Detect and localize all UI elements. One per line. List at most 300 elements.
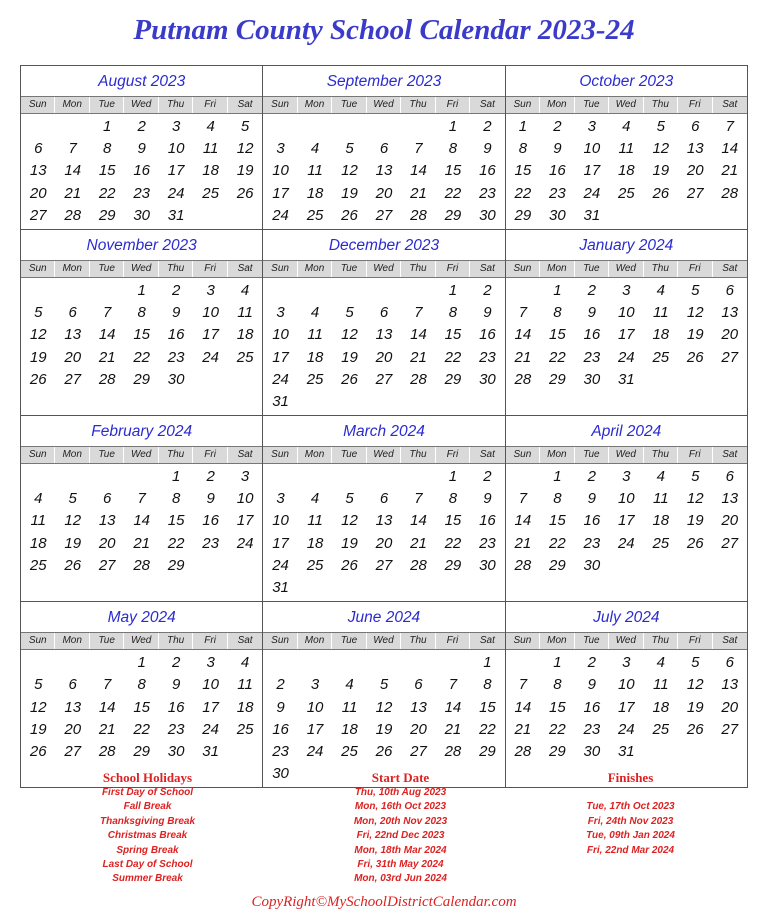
day-cell: 1: [103, 118, 112, 135]
day-cell: 9: [483, 304, 492, 322]
day-cell: 11: [341, 698, 358, 716]
day-cell: 14: [444, 698, 462, 716]
weekday-header: [506, 446, 747, 464]
weekday-label: Tue: [332, 447, 366, 463]
day-cell: 25: [202, 184, 219, 202]
weekday-label: Sun: [506, 261, 540, 277]
empty-cell: [678, 205, 712, 227]
day-cell: 7: [414, 304, 423, 322]
day-cell: 16: [549, 162, 566, 180]
day-cell: 27: [375, 206, 393, 224]
start-date-item: Fri, 22nd Dec 2023: [356, 830, 445, 842]
empty-cell: [506, 280, 540, 302]
weekday-label: Sat: [479, 635, 495, 647]
day-cell: 25: [236, 720, 254, 738]
day-cell: 14: [410, 162, 427, 180]
day-cell: 14: [514, 512, 532, 530]
day-cell: 5: [656, 118, 665, 135]
day-cell: 13: [375, 512, 393, 530]
day-cell: 27: [98, 556, 116, 574]
month-calendar: [263, 66, 505, 230]
weekday-label: Tue: [90, 261, 124, 277]
day-cell: 17: [167, 162, 185, 180]
day-cell: 15: [549, 698, 566, 716]
weekday-label: Wed: [367, 261, 401, 277]
day-cell: 17: [236, 512, 254, 530]
empty-cell: [55, 652, 89, 674]
weekday-label: Sun: [21, 633, 55, 649]
day-cell: 13: [375, 162, 393, 180]
day-cell: 15: [444, 162, 462, 180]
empty-cell: [575, 391, 609, 413]
day-cell: 26: [341, 556, 358, 574]
finish-item: [523, 858, 738, 872]
day-cell: 21: [410, 348, 427, 366]
day-cell: 3: [622, 468, 631, 486]
day-cell: 30: [583, 370, 601, 388]
weekday-header: [263, 632, 504, 650]
day-cell: 29: [549, 370, 566, 388]
empty-cell: [506, 391, 540, 413]
empty-cell: [713, 391, 747, 413]
weekday-label: Fri: [678, 261, 712, 277]
weekday-header: [21, 632, 262, 650]
day-cell: 4: [310, 304, 320, 322]
day-cell: 23: [479, 184, 496, 202]
start-date-column: [293, 770, 508, 887]
empty-cell: [713, 555, 747, 577]
day-cell: 30: [549, 206, 566, 224]
day-grid: [21, 464, 262, 601]
day-cell: 12: [29, 326, 47, 344]
day-cell: 8: [448, 140, 458, 158]
day-cell: 17: [617, 512, 635, 530]
day-cell: 24: [236, 534, 254, 552]
weekday-label: Tue: [575, 261, 609, 277]
day-cell: 15: [444, 326, 462, 344]
day-cell: 30: [583, 556, 601, 574]
weekday-label: Wed: [124, 261, 158, 277]
empty-cell: [506, 577, 540, 599]
day-cell: 28: [410, 556, 427, 574]
start-date-item: Mon, 16th Oct 2023: [354, 801, 447, 813]
day-cell: 11: [618, 140, 635, 158]
day-cell: 12: [341, 512, 358, 530]
empty-cell: [436, 577, 470, 599]
day-cell: 8: [137, 304, 146, 322]
day-cell: 10: [617, 304, 635, 322]
month-name: July 2024: [593, 609, 660, 627]
day-cell: 14: [133, 512, 150, 530]
day-cell: 30: [479, 556, 496, 574]
day-cell: 10: [202, 304, 219, 322]
finish-item: [523, 872, 738, 886]
holiday-item: Fall Break: [123, 801, 172, 813]
day-cell: 20: [375, 348, 393, 366]
weekday-label: Thu: [159, 97, 193, 113]
day-cell: 22: [98, 184, 116, 202]
day-cell: 26: [652, 184, 670, 202]
day-cell: 8: [553, 490, 562, 508]
day-cell: 31: [272, 579, 289, 596]
day-cell: 24: [202, 720, 219, 738]
day-cell: 1: [137, 654, 146, 672]
day-cell: 24: [617, 534, 635, 552]
day-cell: 5: [345, 140, 354, 158]
day-cell: 13: [64, 326, 82, 344]
day-cell: 19: [236, 162, 254, 180]
day-cell: 20: [98, 534, 116, 552]
empty-cell: [540, 391, 574, 413]
empty-cell: [575, 577, 609, 599]
month-calendar: [263, 602, 505, 788]
day-cell: 25: [236, 348, 254, 366]
day-cell: 20: [375, 184, 393, 202]
month-calendar: [21, 230, 263, 416]
empty-cell: [644, 205, 678, 227]
day-cell: 29: [133, 370, 150, 388]
day-cell: 24: [583, 184, 601, 202]
day-cell: 26: [29, 742, 47, 760]
day-cell: 24: [202, 348, 219, 366]
day-cell: 22: [549, 348, 566, 366]
weekday-label: Wed: [124, 447, 158, 463]
weekday-header: [263, 96, 504, 114]
day-cell: 25: [29, 556, 47, 574]
day-cell: 14: [514, 698, 532, 716]
day-cell: 11: [653, 304, 669, 322]
day-cell: 20: [721, 326, 739, 344]
day-cell: 27: [686, 184, 704, 202]
day-cell: 3: [622, 654, 631, 672]
empty-cell: [21, 280, 55, 302]
weekday-label: Tue: [575, 633, 609, 649]
empty-cell: [55, 391, 89, 413]
day-cell: 29: [444, 206, 462, 224]
day-cell: 12: [236, 140, 254, 158]
day-cell: 30: [167, 742, 185, 760]
day-cell: 11: [653, 490, 669, 508]
weekday-label: Mon: [540, 97, 574, 113]
day-cell: 21: [444, 720, 462, 738]
day-cell: 11: [202, 140, 219, 158]
day-cell: 23: [167, 720, 185, 738]
day-cell: 25: [652, 720, 670, 738]
day-cell: 20: [64, 720, 82, 738]
day-cell: 26: [686, 720, 704, 738]
empty-cell: [678, 741, 712, 763]
weekday-label: Thu: [644, 97, 678, 113]
empty-cell: [193, 369, 227, 391]
weekday-label: Fri: [193, 261, 227, 277]
day-cell: 23: [479, 348, 496, 366]
day-cell: 15: [133, 326, 150, 344]
day-cell: 2: [587, 468, 596, 486]
day-cell: 15: [98, 162, 116, 180]
day-cell: 16: [583, 512, 601, 530]
weekday-label: Mon: [55, 633, 89, 649]
weekday-label: Wed: [609, 97, 643, 113]
day-cell: 18: [617, 162, 635, 180]
month-name: August 2023: [98, 73, 186, 90]
empty-cell: [332, 280, 366, 302]
day-cell: 13: [721, 304, 739, 322]
holiday-item: Summer Break: [112, 873, 183, 885]
day-cell: 10: [583, 140, 601, 158]
day-cell: 6: [34, 140, 43, 158]
month-name: January 2024: [579, 236, 674, 254]
empty-cell: [332, 652, 366, 674]
day-cell: 10: [617, 490, 635, 508]
day-cell: 11: [307, 326, 323, 344]
weekday-label: Sat: [237, 635, 253, 647]
day-cell: 19: [375, 720, 393, 738]
day-cell: 28: [410, 206, 427, 224]
day-grid: [21, 114, 262, 229]
day-cell: 26: [236, 184, 254, 202]
day-cell: 23: [549, 184, 566, 202]
day-cell: 26: [64, 556, 82, 574]
empty-cell: [401, 280, 435, 302]
month-name: November 2023: [86, 236, 197, 254]
weekday-label: Fri: [436, 447, 470, 463]
holiday-item: Last Day of School: [102, 858, 193, 870]
day-cell: 9: [206, 490, 215, 508]
empty-cell: [298, 116, 332, 138]
weekday-label: Fri: [193, 633, 227, 649]
day-cell: 14: [410, 512, 427, 530]
day-cell: 30: [583, 742, 601, 760]
weekday-label: Sat: [237, 262, 253, 274]
empty-cell: [228, 741, 262, 763]
empty-cell: [263, 116, 297, 138]
weekday-label: Thu: [401, 633, 435, 649]
weekday-header: [506, 96, 747, 114]
weekday-label: Mon: [55, 97, 89, 113]
day-cell: 1: [553, 654, 562, 672]
day-cell: 13: [29, 162, 47, 180]
weekday-label: Fri: [678, 97, 712, 113]
weekday-label: Tue: [332, 97, 366, 113]
day-cell: 11: [30, 512, 47, 530]
empty-cell: [540, 577, 574, 599]
start-date-item: Mon, 18th Mar 2024: [354, 844, 447, 856]
empty-cell: [436, 652, 470, 674]
empty-cell: [367, 466, 401, 488]
empty-cell: [713, 369, 747, 391]
day-cell: 26: [341, 206, 358, 224]
weekday-label: Tue: [575, 97, 609, 113]
day-cell: 2: [553, 118, 562, 135]
finish-item: Fri, 22nd Mar 2024: [586, 844, 675, 856]
empty-cell: [436, 391, 470, 413]
day-cell: 1: [448, 281, 458, 299]
day-cell: 27: [29, 206, 47, 224]
day-cell: 10: [306, 698, 324, 716]
day-cell: 12: [341, 162, 358, 180]
empty-cell: [470, 577, 504, 599]
day-cell: 4: [656, 281, 665, 299]
day-cell: 6: [68, 676, 77, 694]
month-name: June 2024: [347, 609, 421, 627]
day-cell: 20: [410, 720, 427, 738]
day-cell: 26: [29, 370, 47, 388]
day-cell: 1: [171, 468, 181, 486]
day-cell: 22: [133, 348, 150, 366]
month-calendar: [21, 416, 263, 602]
weekday-label: Thu: [401, 261, 435, 277]
day-cell: 16: [167, 698, 185, 716]
day-grid: [506, 114, 747, 229]
day-cell: 9: [137, 140, 146, 158]
copyright-footer: CopyRight©MySchoolDistrictCalendar.com: [251, 894, 517, 910]
day-cell: 22: [133, 720, 150, 738]
day-cell: 4: [622, 118, 631, 135]
weekday-label: Sun: [506, 447, 540, 463]
day-cell: 5: [379, 676, 389, 694]
finish-item: Fri, 24th Nov 2023: [587, 815, 674, 827]
empty-cell: [55, 280, 89, 302]
month-calendar: [506, 602, 748, 788]
weekday-header: [263, 446, 504, 464]
day-cell: 15: [479, 698, 496, 716]
empty-cell: [367, 280, 401, 302]
day-cell: 25: [341, 742, 358, 760]
day-cell: 31: [167, 206, 185, 224]
weekday-label: Fri: [678, 633, 712, 649]
day-cell: 31: [202, 742, 219, 760]
day-cell: 9: [483, 490, 492, 508]
day-cell: 12: [686, 490, 704, 508]
weekday-label: Sat: [237, 449, 253, 461]
weekday-label: Sat: [722, 635, 738, 647]
day-cell: 7: [414, 490, 423, 508]
day-cell: 23: [167, 348, 185, 366]
month-calendar: [506, 66, 748, 230]
day-cell: 5: [345, 490, 354, 508]
day-cell: 12: [686, 676, 704, 694]
month-name: December 2023: [328, 236, 440, 254]
day-cell: 18: [29, 534, 47, 552]
day-cell: 5: [345, 304, 354, 322]
empty-cell: [367, 577, 401, 599]
empty-cell: [124, 577, 158, 599]
holiday-item: First Day of School: [101, 787, 194, 798]
day-cell: 4: [240, 281, 250, 299]
day-cell: 28: [514, 556, 532, 574]
empty-cell: [159, 577, 193, 599]
day-cell: 17: [617, 698, 635, 716]
day-cell: 7: [518, 490, 528, 508]
empty-cell: [401, 466, 435, 488]
weekday-label: Sat: [237, 99, 253, 110]
day-cell: 22: [444, 534, 462, 552]
day-cell: 19: [686, 698, 704, 716]
weekday-label: Thu: [159, 447, 193, 463]
day-cell: 15: [549, 512, 566, 530]
empty-cell: [401, 391, 435, 413]
empty-cell: [228, 555, 262, 577]
day-cell: 6: [68, 304, 77, 322]
day-cell: 10: [272, 512, 289, 530]
day-cell: 1: [518, 118, 528, 135]
day-grid: [263, 650, 504, 787]
holiday-item: Christmas Break: [107, 830, 188, 842]
day-cell: 1: [448, 118, 458, 135]
holiday-item: Thanksgiving Break: [99, 815, 196, 827]
start-date-item: Mon, 20th Nov 2023: [353, 815, 448, 827]
day-cell: 3: [276, 304, 285, 322]
day-cell: 3: [240, 468, 250, 486]
month-name: May 2024: [107, 609, 176, 627]
weekday-label: Mon: [298, 261, 332, 277]
day-cell: 13: [721, 676, 739, 694]
empty-cell: [193, 205, 227, 227]
day-cell: 3: [206, 654, 215, 672]
day-cell: 14: [410, 326, 427, 344]
day-cell: 10: [272, 326, 289, 344]
empty-cell: [332, 577, 366, 599]
weekday-label: Thu: [159, 633, 193, 649]
month-name: September 2023: [326, 73, 442, 90]
day-cell: 9: [483, 140, 492, 158]
day-cell: 15: [514, 162, 532, 180]
empty-cell: [644, 555, 678, 577]
day-cell: 30: [479, 370, 496, 388]
day-cell: 4: [656, 468, 665, 486]
day-cell: 8: [448, 490, 458, 508]
empty-cell: [367, 391, 401, 413]
day-cell: 13: [375, 326, 393, 344]
weekday-label: Mon: [540, 447, 574, 463]
day-cell: 28: [444, 742, 462, 760]
weekday-label: Tue: [90, 97, 124, 113]
month-calendar: [263, 416, 505, 602]
empty-cell: [678, 555, 712, 577]
day-cell: 11: [307, 162, 323, 180]
day-cell: 12: [652, 140, 670, 158]
day-cell: 25: [617, 184, 635, 202]
weekday-label: Mon: [540, 261, 574, 277]
day-cell: 4: [34, 490, 43, 508]
day-cell: 20: [64, 348, 82, 366]
day-cell: 11: [653, 676, 669, 694]
day-cell: 19: [64, 534, 82, 552]
day-cell: 16: [167, 326, 185, 344]
day-cell: 2: [483, 118, 492, 135]
weekday-label: Thu: [401, 97, 435, 113]
empty-cell: [21, 652, 55, 674]
day-cell: 19: [341, 534, 358, 552]
day-grid: [506, 650, 747, 787]
weekday-label: Sat: [722, 262, 738, 274]
empty-cell: [401, 116, 435, 138]
empty-cell: [332, 466, 366, 488]
day-cell: 8: [553, 304, 562, 322]
weekday-label: Tue: [90, 447, 124, 463]
empty-cell: [21, 577, 55, 599]
day-cell: 6: [379, 304, 389, 322]
day-cell: 26: [341, 370, 358, 388]
empty-cell: [332, 391, 366, 413]
day-cell: 17: [202, 698, 219, 716]
day-cell: 1: [483, 654, 492, 672]
day-cell: 16: [202, 512, 219, 530]
day-cell: 7: [103, 304, 112, 322]
day-cell: 20: [686, 162, 704, 180]
empty-cell: [193, 555, 227, 577]
day-cell: 28: [64, 206, 82, 224]
